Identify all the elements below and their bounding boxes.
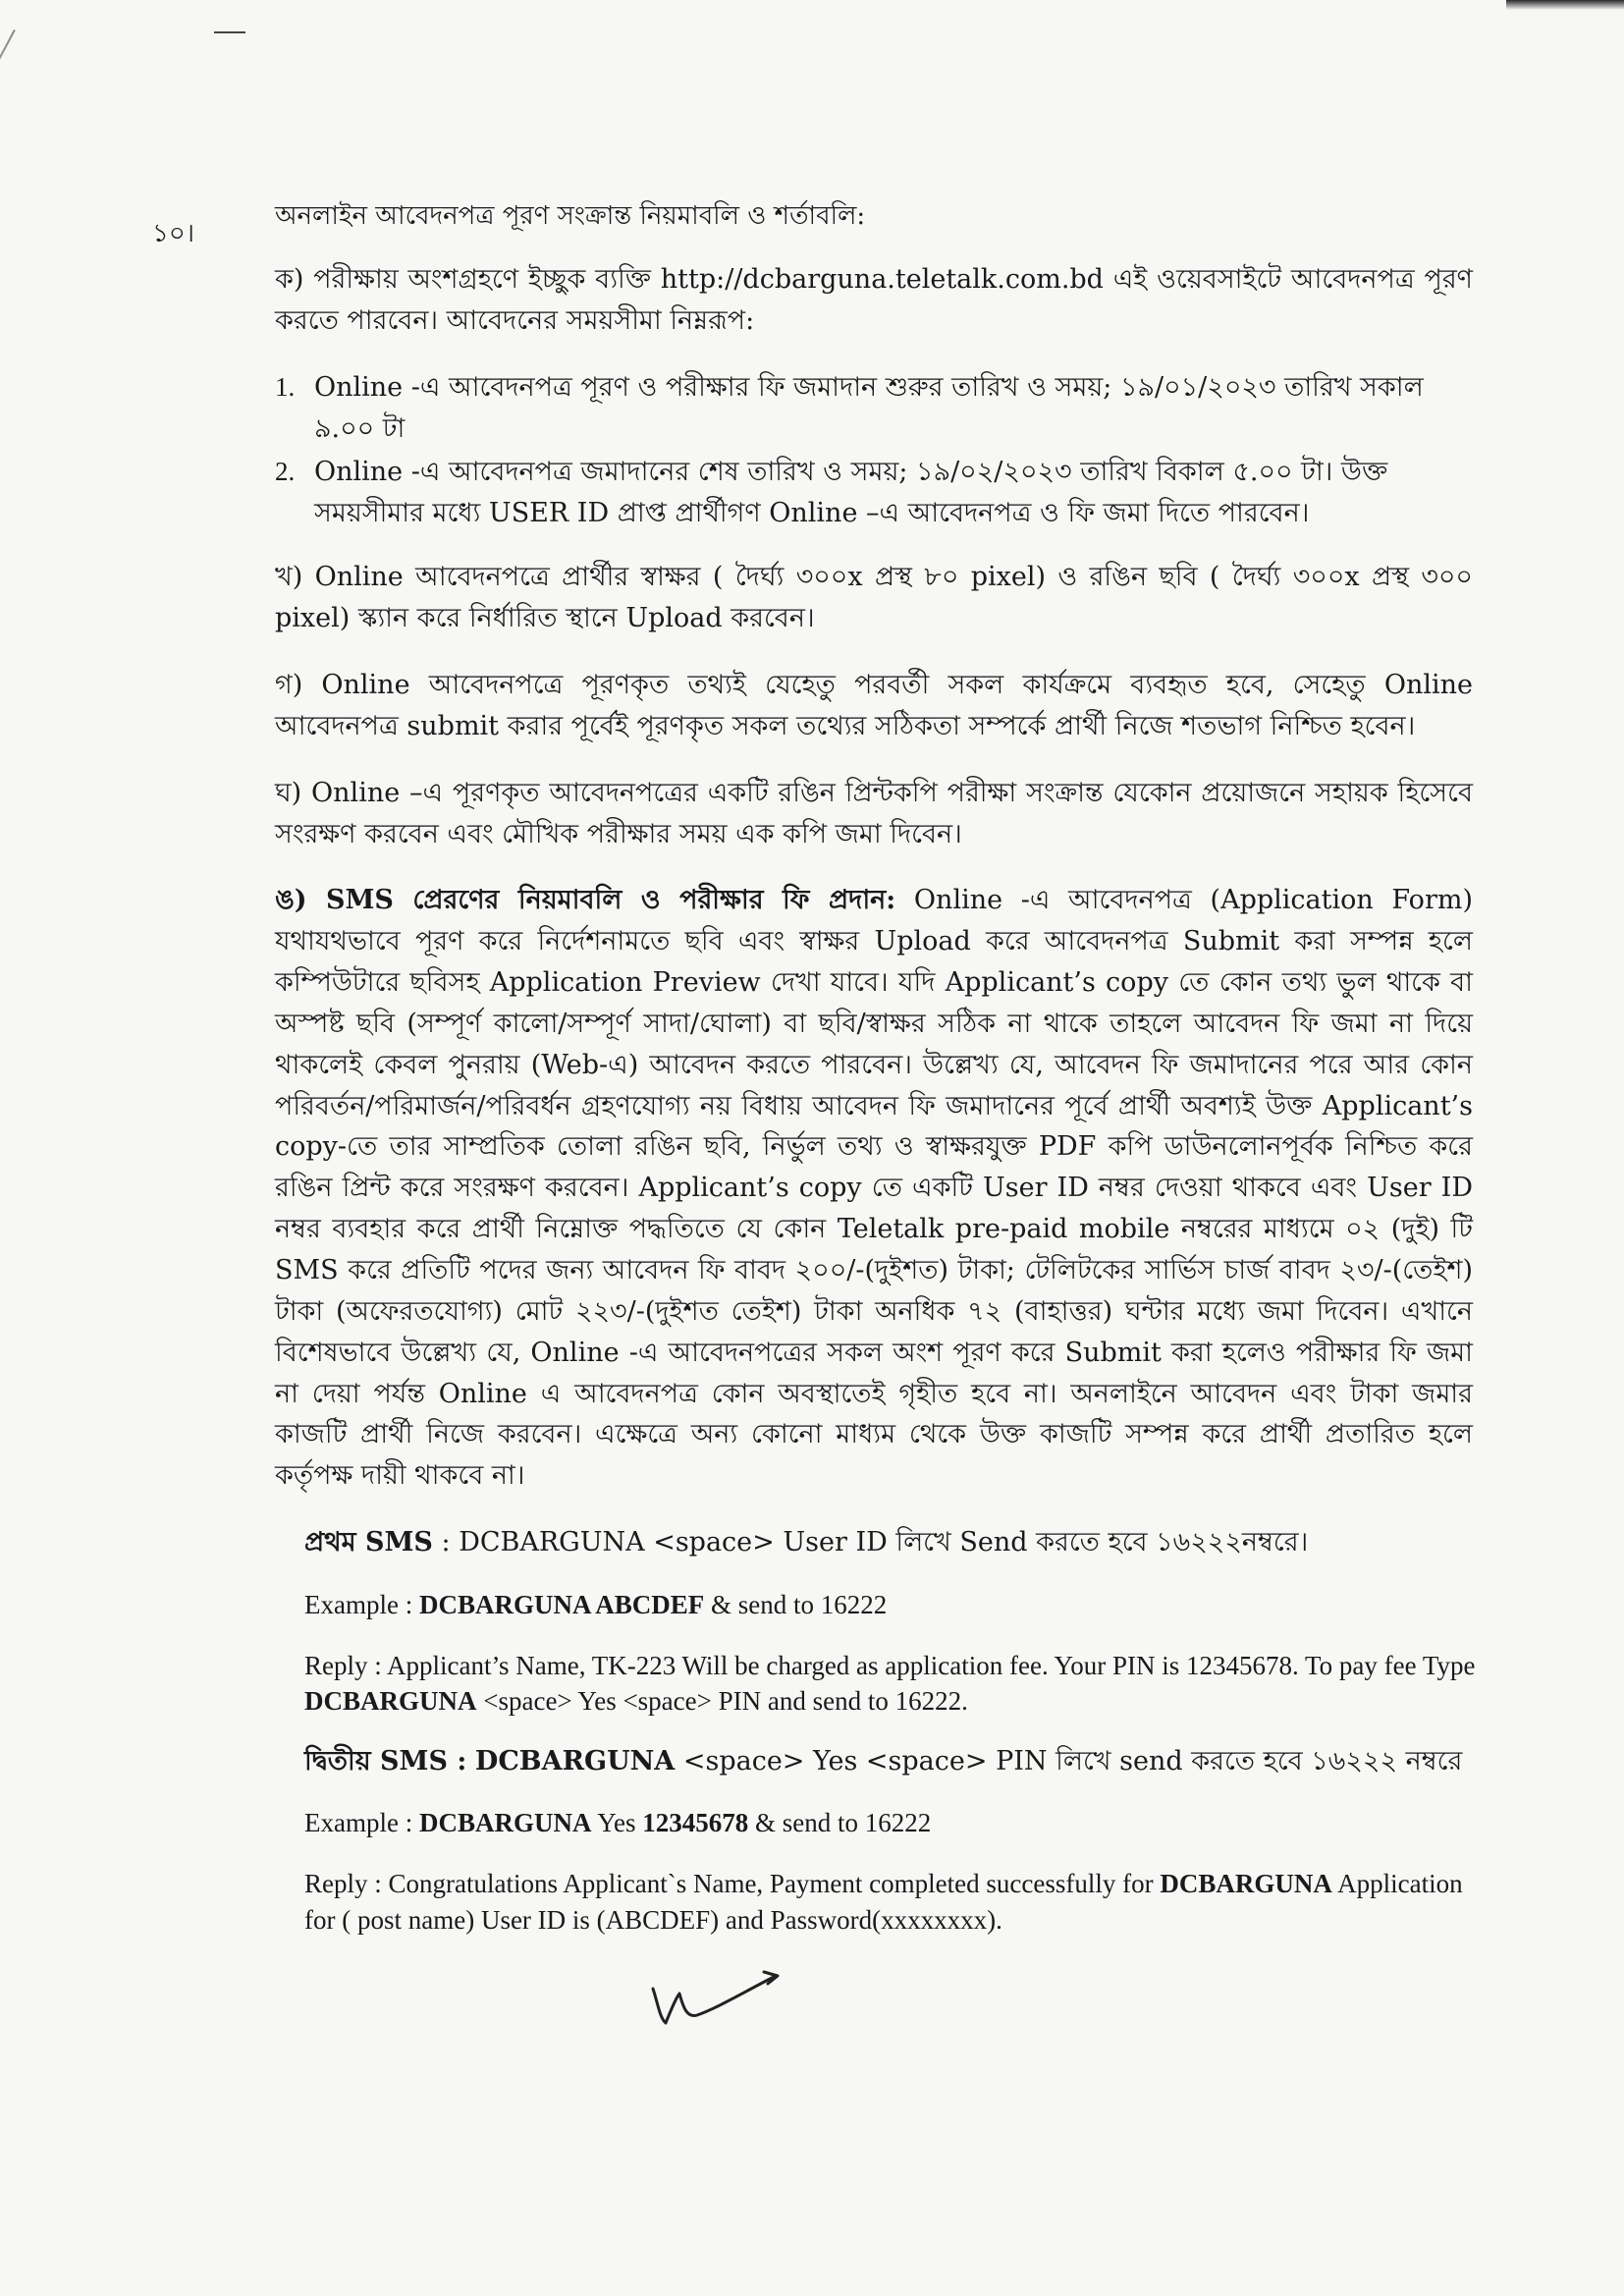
sms1-reply-b: <space> Yes <space> PIN and send to 16222. [483,1686,968,1717]
sms2-example-label: Example : [304,1808,413,1838]
scan-edge-shadow [1506,0,1624,10]
sms1-reply-code: DCBARGUNA [304,1686,477,1717]
sms2-example-rest: & send to 16222 [755,1808,932,1838]
paragraph-ga: গ) Online আবেদনপত্রে পূরণকৃত তথ্যই যেহেতু পরবর্তী সকল কার্যক্রমে ব্যবহৃত হবে, সেহেতু Online আবেদনপত্র submit করার পূর্বেই পূরণকৃত সকল তথ্যের সঠিকতা সম্পর্কে প্রার্থী নিজে শতভাগ নিশ্চিত হবেন। [275,670,1473,741]
sms2-text: <space> Yes <space> PIN লিখে send করতে হবে ১৬২২২ নম্বরে [682,1745,1463,1777]
sms1-example [304,1585,1483,1626]
scan-margin-line [0,29,16,282]
sms2-reply-a: Reply : Congratulations Applicant`s Name, Payment completed successfully for [304,1869,1154,1899]
sms1-example-label: Example : [304,1589,413,1619]
list-item [275,452,1473,534]
sms2-reply [304,1866,1483,1938]
list-item [275,367,1473,450]
sms2-example-pin: 12345678 [642,1808,749,1838]
sms2-example-code: DCBARGUNA [418,1808,592,1838]
list-text: Online -এ আবেদনপত্র জমাদানের শেষ তারিখ ও সময়; ১৯/০২/২০২৩ তারিখ বিকাল ৫.০০ টা। উক্ত সময়সীমার মধ্যে USER ID প্রাপ্ত প্রার্থীগণ Online –এ আবেদনপত্র ও ফি জমা দিতে পারবেন। [314,456,1388,528]
sms1-text: : DCBARGUNA <space> User ID লিখে Send করতে হবে ১৬২২২নম্বরে। [441,1527,1309,1558]
list-text: Online -এ আবেদনপত্র পূরণ ও পরীক্ষার ফি জমাদান শুরুর তারিখ ও সময়; ১৯/০১/২০২৩ তারিখ সকাল ৯.০০ টা [314,371,1424,444]
sms2-line [304,1741,1483,1782]
paragraph-umo [275,880,1473,1497]
paragraph-kha: খ) Online আবেদনপত্রে প্রার্থীর স্বাক্ষর ( দৈর্ঘ্য ৩০০x প্রস্থ ৮০ pixel) ও রঙিন ছবি ( দৈর্ঘ্য ৩০০x প্রস্থ ৩০০ pixel) স্ক্যান করে নির্ধারিত স্থানে Upload করবেন। [275,562,1473,634]
sms1-reply [304,1648,1483,1720]
sms-instructions [304,1522,1483,1938]
signature-mark [648,1964,785,2033]
section-number: ১০। [152,219,195,248]
sms1-label: প্রথম SMS [304,1527,433,1558]
sms2-label: দ্বিতীয় SMS : [304,1745,467,1777]
sms2-example [304,1803,1483,1844]
sms1-reply-a: Reply : Applicant’s Name, TK-223 Will be charged as application fee. Your PIN is 12345678. To pay fee Type [304,1650,1476,1680]
schedule-list [275,367,1473,533]
paragraph-umo-body: Online -এ আবেদনপত্র (Application Form) যথাযথভাবে পূরণ করে নির্দেশনামতে ছবি এবং স্বাক্ষর Upload করে আবেদনপত্র Submit করা সম্পন্ন হলে কম্পিউটারে ছবিসহ Application Preview দেখা যাবে। যদি Applicant’s copy তে কোন তথ্য ভুল থাকে বা অস্পষ্ট ছবি (সম্পূর্ণ কালো/সম্পূর্ণ সাদা/ঘোলা) বা ছবি/স্বাক্ষর সঠিক না থাকে তাহলে আবেদন ফি জমা না দিয়ে থাকলেই কেবল পুনরায় (Web-এ) আবেদন করতে পারবেন। উল্লেখ্য যে, আবেদন ফি জমাদানের পরে আর কোন পরিবর্তন/পরিমার্জন/পরিবর্ধন গ্রহণযোগ্য নয় বিধায় আবেদন ফি জমাদানের পূর্বে প্রার্থী অবশ্যই উক্ত Applicant’s copy-তে তার সাম্প্রতিক তোলা রঙিন ছবি, নির্ভুল তথ্য ও স্বাক্ষরযুক্ত PDF কপি ডাউনলোনপূর্বক নিশ্চিত করে রঙিন প্রিন্ট করে সংরক্ষণ করবেন। Applicant’s copy তে একটি User ID নম্বর দেওয়া থাকবে এবং User ID নম্বর ব্যবহার করে প্রার্থী নিম্নোক্ত পদ্ধতিতে যে কোন Teletalk pre-paid mobile নম্বরের মাধ্যমে ০২ (দুই) টি SMS করে প্রতিটি পদের জন্য আবেদন ফি বাবদ ২০০/-(দুইশত) টাকা; টেলিটকের সার্ভিস চার্জ বাবদ ২৩/-(তেইশ) টাকা (অফেরতযোগ্য) মোট ২২৩/-(দুইশত তেইশ) টাকা অনধিক ৭২ (বাহাত্তর) ঘন্টার মধ্যে জমা দিবেন। এখানে বিশেষভাবে উল্লেখ্য যে, Online -এ আবেদনপত্রের সকল অংশ পূরণ করে Submit করা হলেও পরীক্ষার ফি জমা না দেয়া পর্যন্ত Online এ আবেদনপত্র কোন অবস্থাতেই গৃহীত হবে না। অনলাইনে আবেদন এবং টাকা জমার কাজটি প্রার্থী নিজে করবেন। এক্ষেত্রে অন্য কোনো মাধ্যম থেকে উক্ত কাজটি সম্পন্ন করে প্রার্থী প্রতারিত হলে কর্তৃপক্ষ দায়ী থাকবে না। [275,885,1473,1492]
section-heading: অনলাইন আবেদনপত্র পূরণ সংক্রান্ত নিয়মাবলি ও শর্তাবলি: [275,201,866,231]
paragraph-umo-title: ঙ) SMS প্রেরণের নিয়মাবলি ও পরীক্ষার ফি প্রদান: [275,885,896,916]
paragraph-ka: ক) পরীক্ষায় অংশগ্রহণে ইচ্ছুক ব্যক্তি http://dcbarguna.teletalk.com.bd এই ওয়েবসাইটে আবেদনপত্র পূরণ করতে পারবেন। আবেদনের সময়সীমা নিম্নরূপ: [275,264,1473,337]
sms2-example-yes: Yes [597,1808,636,1838]
scan-tick-mark [214,31,245,33]
sms1-example-rest: & send to 16222 [711,1589,888,1619]
list-number: 1. [275,371,296,402]
document-body [152,196,1476,1959]
sms1-line [304,1522,1483,1563]
sms2-reply-code: DCBARGUNA [1160,1869,1332,1899]
paragraph-gha: ঘ) Online –এ পূরণকৃত আবেদনপত্রের একটি রঙিন প্রিন্টকপি পরীক্ষা সংক্রান্ত যেকোন প্রয়োজনে সহায়ক হিসেবে সংরক্ষণ করবেন এবং মৌখিক পরীক্ষার সময় এক কপি জমা দিবেন। [275,777,1473,849]
sms1-example-code: DCBARGUNA ABCDEF [418,1589,705,1619]
list-number: 2. [275,456,296,486]
sms2-reply-b: Application for ( post name) User ID is (ABCDEF) and Password(xxxxxxxx). [304,1869,1463,1935]
sms2-code: DCBARGUNA [474,1745,676,1777]
